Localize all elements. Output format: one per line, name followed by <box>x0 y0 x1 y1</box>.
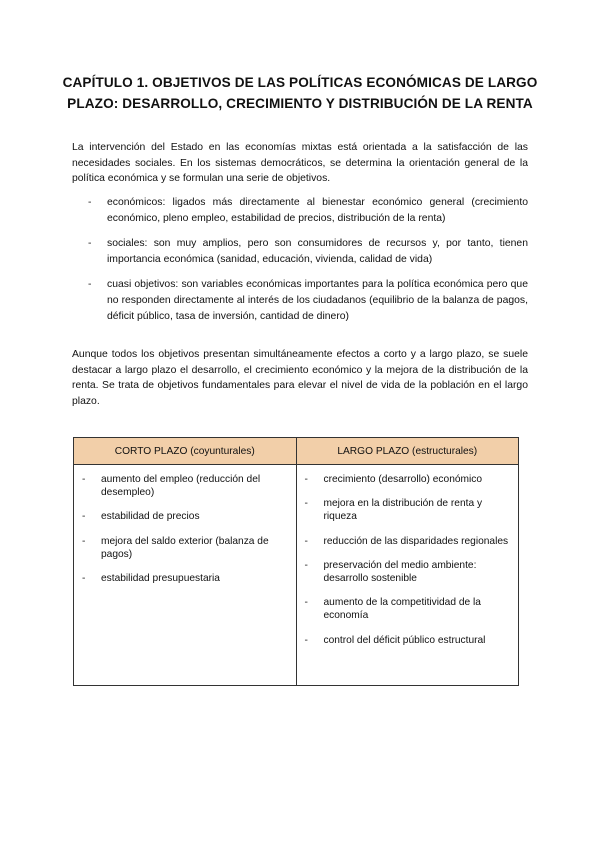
table-item-text: crecimiento (desarrollo) económico <box>323 474 483 485</box>
long-term-header: LARGO PLAZO (estructurales) <box>296 438 519 465</box>
intro-paragraph: La intervención del Estado en las economías mixtas está orientada a la satisfacción de las necesidades sociales. En los sistemas democráticos, se determina la orientación general de la política económica y se formulan una serie de objetivos. <box>72 142 528 185</box>
table-list-item <box>305 634 511 647</box>
closing-paragraph: Aunque todos los objetivos presentan simultáneamente efectos a corto y a largo plazo, se suele destacar a largo plazo el desarrollo, el crecimiento económico y la mejora de la distribución de la renta. Se trata de objetivos fundamentales para elevar el nivel de vida de la población en el largo plazo. <box>72 349 528 407</box>
table-item-text: control del déficit público estructural <box>323 634 486 646</box>
table-item-text: preservación del medio ambiente: desarrollo sostenible <box>323 559 477 585</box>
table-item-text: estabilidad presupuestaria <box>101 573 220 585</box>
short-term-list <box>82 473 288 585</box>
table-list-item <box>305 535 511 548</box>
table-item-text: estabilidad de precios <box>101 511 200 523</box>
list-item-text: económicos: ligados más directamente al bienestar económico general (crecimiento económico, pleno empleo, estabilidad de precios, distribución de la renta) <box>107 197 528 224</box>
bullet-dash: - <box>304 474 308 485</box>
table-list-item <box>82 572 288 585</box>
table-list-item <box>305 559 511 585</box>
bullet-dash: - <box>304 597 308 609</box>
table-list-item <box>82 535 288 561</box>
list-item-cuasi-objetivos <box>88 277 528 324</box>
list-item-text: cuasi objetivos: son variables económicas importantes para la política económica pero que no responden directamente al interés de los ciudadanos (equilibrio de la balanza de pagos, déficit público, tasa de inversión, cantidad de dinero) <box>107 279 528 322</box>
table-item-text: aumento de la competitividad de la economía <box>323 597 481 622</box>
table-item-text: mejora en la distribución de renta y riqueza <box>323 498 483 523</box>
short-term-header: CORTO PLAZO (coyunturales) <box>74 438 297 465</box>
bullet-dash: - <box>304 535 308 547</box>
short-term-cell <box>74 465 297 686</box>
bullet-dash: - <box>304 634 308 646</box>
objectives-list <box>88 195 528 334</box>
table-list-item <box>305 473 511 486</box>
list-item-text: sociales: son muy amplios, pero son consumidores de recursos y, por tanto, tienen importancia económica (sanidad, educación, vivienda, calidad de vida) <box>107 238 528 265</box>
table-list-item <box>305 596 511 622</box>
table-item-text: mejora del saldo exterior (balanza de pagos) <box>101 535 269 560</box>
table-list-item <box>82 473 288 499</box>
long-term-list <box>305 473 511 647</box>
table-list-item <box>82 510 288 523</box>
bullet-dash: - <box>82 573 86 585</box>
bullet-dash: - <box>304 498 308 510</box>
chapter-title: CAPÍTULO 1. OBJETIVOS DE LAS POLÍTICAS ECONÓMICAS DE LARGO PLAZO: DESARROLLO, CRECIMIENTO Y DISTRIBUCIÓN DE LA RENTA <box>62 75 538 111</box>
table-item-text: reducción de las disparidades regionales <box>323 535 509 547</box>
bullet-dash: - <box>82 511 86 523</box>
objectives-table <box>73 437 519 686</box>
bullet-dash: - <box>82 535 86 547</box>
bullet-dash: - <box>88 238 92 250</box>
long-term-cell <box>296 465 519 686</box>
bullet-dash: - <box>88 197 92 208</box>
table-list-item <box>305 497 511 523</box>
list-item-economicos <box>88 195 528 226</box>
bullet-dash: - <box>304 559 308 571</box>
table-item-text: aumento del empleo (reducción del desempleo) <box>101 474 261 499</box>
bullet-dash: - <box>82 474 86 485</box>
list-item-sociales <box>88 236 528 267</box>
bullet-dash: - <box>88 279 92 291</box>
